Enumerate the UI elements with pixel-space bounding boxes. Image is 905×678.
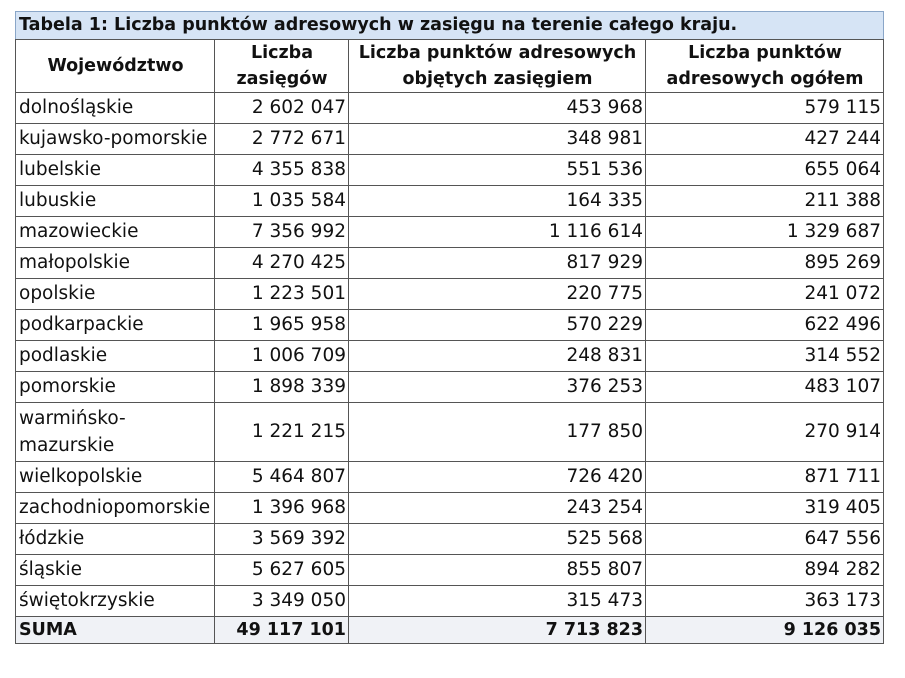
header-row [16, 40, 884, 93]
cell-ogolem: 314 552 [646, 341, 884, 372]
table-row [16, 586, 884, 617]
cell-objete: 453 968 [349, 93, 646, 124]
cell-wojewodztwo: śląskie [16, 555, 215, 586]
cell-ogolem: 895 269 [646, 248, 884, 279]
table-caption: Tabela 1: Liczba punktów adresowych w zasięgu na terenie całego kraju. [15, 11, 884, 39]
cell-zasiegi: 4 355 838 [215, 155, 349, 186]
cell-ogolem: 647 556 [646, 524, 884, 555]
cell-zasiegi: 2 772 671 [215, 124, 349, 155]
cell-zasiegi: 1 221 215 [215, 403, 349, 462]
cell-objete: 570 229 [349, 310, 646, 341]
cell-suma-ogolem: 9 126 035 [646, 617, 884, 644]
cell-ogolem: 319 405 [646, 493, 884, 524]
cell-wojewodztwo: małopolskie [16, 248, 215, 279]
cell-ogolem: 655 064 [646, 155, 884, 186]
cell-suma-zasiegi: 49 117 101 [215, 617, 349, 644]
table-header [16, 40, 884, 93]
cell-wojewodztwo: zachodniopomorskie [16, 493, 215, 524]
table-row [16, 217, 884, 248]
cell-wojewodztwo: podlaskie [16, 341, 215, 372]
cell-ogolem: 894 282 [646, 555, 884, 586]
cell-objete: 817 929 [349, 248, 646, 279]
cell-objete: 164 335 [349, 186, 646, 217]
cell-wojewodztwo: mazowieckie [16, 217, 215, 248]
cell-wojewodztwo: kujawsko-pomorskie [16, 124, 215, 155]
cell-objete: 243 254 [349, 493, 646, 524]
cell-ogolem: 871 711 [646, 462, 884, 493]
cell-objete: 315 473 [349, 586, 646, 617]
cell-suma-objete: 7 713 823 [349, 617, 646, 644]
cell-ogolem: 483 107 [646, 372, 884, 403]
table-row [16, 124, 884, 155]
sum-row [16, 617, 884, 644]
cell-ogolem: 270 914 [646, 403, 884, 462]
cell-ogolem: 427 244 [646, 124, 884, 155]
table-row [16, 493, 884, 524]
cell-wojewodztwo: warmińsko-mazurskie [16, 403, 215, 462]
header-wojewodztwo: Województwo [16, 40, 215, 93]
table-row [16, 524, 884, 555]
table-row [16, 248, 884, 279]
cell-zasiegi: 7 356 992 [215, 217, 349, 248]
cell-objete: 376 253 [349, 372, 646, 403]
cell-ogolem: 622 496 [646, 310, 884, 341]
table-body [16, 93, 884, 644]
table-row [16, 155, 884, 186]
cell-zasiegi: 1 396 968 [215, 493, 349, 524]
table-row [16, 279, 884, 310]
table-row [16, 555, 884, 586]
table-row [16, 186, 884, 217]
cell-objete: 220 775 [349, 279, 646, 310]
header-punkty-ogolem: Liczba punktów adresowych ogółem [646, 40, 884, 93]
cell-wojewodztwo: podkarpackie [16, 310, 215, 341]
cell-objete: 177 850 [349, 403, 646, 462]
cell-objete: 551 536 [349, 155, 646, 186]
header-liczba-zasiegow: Liczba zasięgów [215, 40, 349, 93]
cell-wojewodztwo: pomorskie [16, 372, 215, 403]
cell-zasiegi: 1 965 958 [215, 310, 349, 341]
cell-zasiegi: 4 270 425 [215, 248, 349, 279]
table-container [15, 11, 883, 644]
cell-objete: 855 807 [349, 555, 646, 586]
cell-zasiegi: 3 349 050 [215, 586, 349, 617]
cell-ogolem: 241 072 [646, 279, 884, 310]
cell-zasiegi: 2 602 047 [215, 93, 349, 124]
cell-objete: 726 420 [349, 462, 646, 493]
cell-zasiegi: 5 627 605 [215, 555, 349, 586]
table-row [16, 372, 884, 403]
cell-ogolem: 579 115 [646, 93, 884, 124]
cell-zasiegi: 5 464 807 [215, 462, 349, 493]
cell-suma-label: SUMA [16, 617, 215, 644]
cell-wojewodztwo: łódzkie [16, 524, 215, 555]
cell-wojewodztwo: opolskie [16, 279, 215, 310]
table-row [16, 93, 884, 124]
cell-zasiegi: 1 006 709 [215, 341, 349, 372]
cell-zasiegi: 1 898 339 [215, 372, 349, 403]
cell-wojewodztwo: wielkopolskie [16, 462, 215, 493]
cell-wojewodztwo: lubuskie [16, 186, 215, 217]
table-row [16, 310, 884, 341]
table-row [16, 462, 884, 493]
cell-objete: 248 831 [349, 341, 646, 372]
cell-objete: 525 568 [349, 524, 646, 555]
cell-zasiegi: 1 035 584 [215, 186, 349, 217]
cell-zasiegi: 3 569 392 [215, 524, 349, 555]
address-points-table [15, 11, 884, 644]
cell-zasiegi: 1 223 501 [215, 279, 349, 310]
cell-objete: 348 981 [349, 124, 646, 155]
cell-objete: 1 116 614 [349, 217, 646, 248]
cell-ogolem: 363 173 [646, 586, 884, 617]
cell-wojewodztwo: lubelskie [16, 155, 215, 186]
cell-ogolem: 1 329 687 [646, 217, 884, 248]
header-punkty-objete: Liczba punktów adresowych objętych zasięgiem [349, 40, 646, 93]
cell-wojewodztwo: dolnośląskie [16, 93, 215, 124]
cell-wojewodztwo: świętokrzyskie [16, 586, 215, 617]
table-row [16, 341, 884, 372]
cell-ogolem: 211 388 [646, 186, 884, 217]
table-row [16, 403, 884, 462]
